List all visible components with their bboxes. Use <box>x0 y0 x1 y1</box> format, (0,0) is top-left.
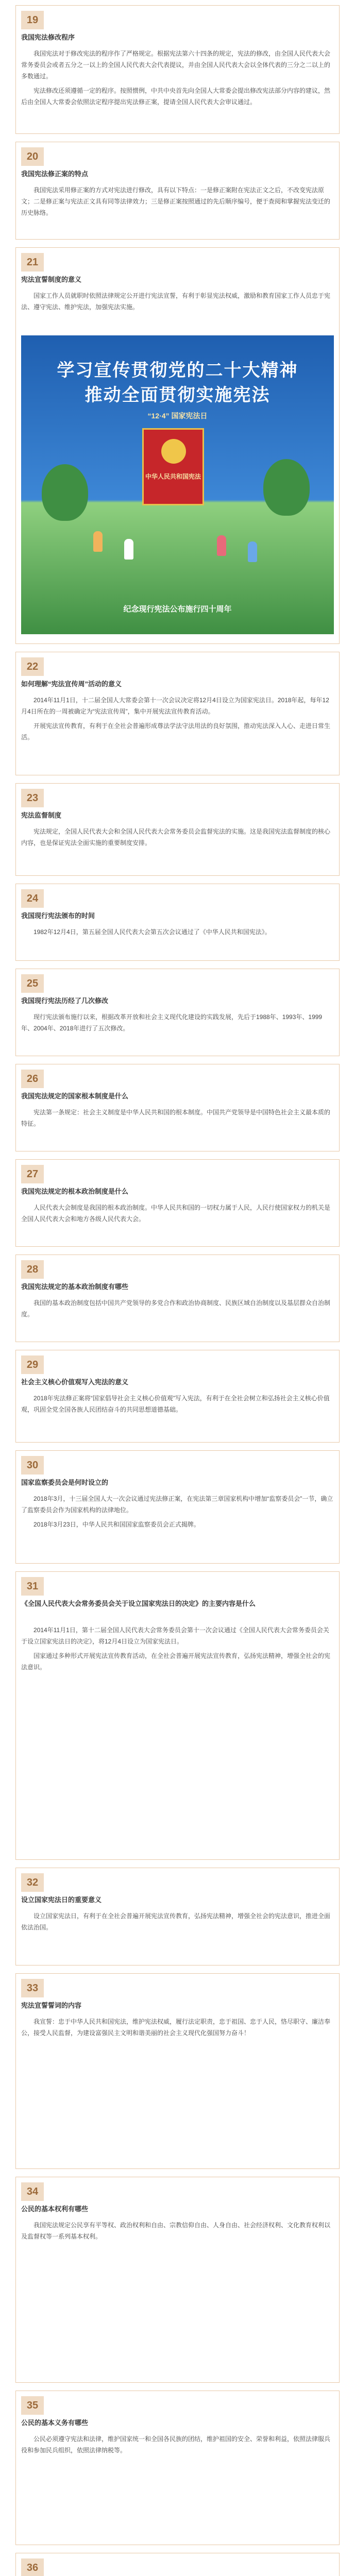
qa-card <box>15 2553 340 2576</box>
qa-answer <box>21 1624 334 1676</box>
answer-paragraph: 设立国家宪法日，有利于在全社会普遍开展宪法宣传教育，弘扬宪法精神，增强全社会的宪法意识，推进全面依法治国。 <box>21 1912 331 1931</box>
qa-question: 我国宪法修改程序 <box>21 33 75 41</box>
qa-answer <box>21 1297 334 1323</box>
person-icon <box>93 531 103 552</box>
qa-answer <box>21 1011 334 1037</box>
answer-paragraph: 开展宪法宣传教育，有利于在全社会普遍形成尊法学法守法用法的良好氛围，推动宪法深入人心、走进日常生活。 <box>21 722 331 741</box>
qa-question: 国家监察委员会是何时设立的 <box>21 1479 109 1486</box>
answer-paragraph: 宪法第一条规定：社会主义制度是中华人民共和国的根本制度。中国共产党领导是中国特色社会主义最本质的特征。 <box>21 1109 331 1127</box>
qa-question: 宪法监督制度 <box>21 811 62 819</box>
qa-answer <box>21 290 334 316</box>
qa-answer <box>21 1202 334 1228</box>
answer-paragraph: 2014年11月1日，十二届全国人大常委会第十一次会议决定将12月4日设立为国家宪法日。2018年起，每年12月4日所在的一周被确定为“宪法宣传周”，集中开展宪法宣传教育活动。 <box>21 697 329 715</box>
book-title: 中华人民共和国宪法 <box>145 473 201 480</box>
tree-icon <box>263 459 310 516</box>
qa-card <box>15 783 340 876</box>
answer-paragraph: 2018年宪法修正案将“国家倡导社会主义核心价值观”写入宪法，有利于在全社会树立和弘扬社会主义核心价值观，巩固全党全国各族人民团结奋斗的共同思想道德基础。 <box>21 1395 330 1413</box>
national-emblem-icon <box>161 439 186 464</box>
qa-answer <box>21 1393 334 1418</box>
qa-answer <box>21 1493 334 1533</box>
poster-image <box>21 335 334 634</box>
qa-number: 20 <box>21 147 44 166</box>
qa-question: 我国宪法规定的国家根本制度是什么 <box>21 1092 129 1100</box>
qa-number: 24 <box>21 889 44 908</box>
answer-paragraph: 2018年3月，十三届全国人大一次会议通过宪法修正案，在宪法第三章国家机构中增加“监察委员会”一节，确立了监察委员会作为国家机构的法律地位。 <box>21 1495 333 1514</box>
qa-card <box>15 2177 340 2383</box>
qa-card <box>15 5 340 134</box>
qa-question: 我国宪法修正案的特点 <box>21 170 89 178</box>
qa-number: 22 <box>21 657 44 676</box>
qa-question: 公民的基本权利有哪些 <box>21 2205 89 2213</box>
qa-number: 29 <box>21 1355 44 1374</box>
qa-answer <box>21 1910 334 1936</box>
qa-question: 我国宪法规定的基本政治制度有哪些 <box>21 1283 129 1291</box>
qa-card <box>15 969 340 1056</box>
person-icon <box>217 535 226 556</box>
constitution-book-icon <box>142 428 204 505</box>
qa-number: 19 <box>21 11 44 29</box>
qa-card <box>15 1350 340 1443</box>
poster-footer: 纪念现行宪法公布施行四十周年 <box>123 605 232 614</box>
qa-question: 宪法宣誓誓词的内容 <box>21 2002 82 2009</box>
tree-icon <box>42 464 88 521</box>
qa-card <box>15 247 340 644</box>
qa-number: 35 <box>21 2396 44 2415</box>
qa-card <box>15 1255 340 1342</box>
qa-question: 如何理解“宪法宣传周”活动的意义 <box>21 680 122 688</box>
qa-card <box>15 2391 340 2545</box>
qa-number: 25 <box>21 974 44 993</box>
qa-answer <box>21 2016 334 2042</box>
qa-card <box>15 1064 340 1151</box>
qa-card <box>15 1973 340 2169</box>
person-icon <box>124 539 133 560</box>
person-icon <box>248 541 257 562</box>
qa-number: 36 <box>21 2558 44 2576</box>
poster-headline: 推动全面贯彻实施宪法 <box>84 385 271 405</box>
qa-card <box>15 1868 340 1965</box>
poster-tag: “12·4” 国家宪法日 <box>147 412 208 420</box>
qa-number: 26 <box>21 1070 44 1088</box>
qa-card <box>15 1571 340 1860</box>
qa-answer <box>21 826 334 852</box>
answer-paragraph: 国家工作人员就职时依照法律规定公开进行宪法宣誓，有利于彰显宪法权威，激励和教育国家工作人员忠于宪法、遵守宪法、维护宪法，加强宪法实施。 <box>21 292 331 311</box>
qa-question: 《全国人民代表大会常务委员会关于设立国家宪法日的决定》的主要内容是什么 <box>21 1600 256 1607</box>
qa-answer <box>21 2433 334 2459</box>
qa-number: 23 <box>21 789 44 807</box>
qa-question: 我国现行宪法颁布的时间 <box>21 912 95 920</box>
qa-answer <box>21 48 334 111</box>
qa-number: 33 <box>21 1979 44 1997</box>
answer-paragraph: 国家通过多种形式开展宪法宣传教育活动，在全社会普遍开展宪法宣传教育，弘扬宪法精神，增强全社会的宪法意识。 <box>21 1652 331 1671</box>
qa-number: 34 <box>21 2182 44 2201</box>
qa-answer <box>21 694 334 746</box>
qa-card <box>15 652 340 775</box>
answer-paragraph: 我国宪法对于修改宪法的程序作了严格规定。根据宪法第六十四条的规定，宪法的修改，由全国人民代表大会常务委员会或者五分之一以上的全国人民代表大会代表提议，并由全国人民代表大会以全体代表的三分之二以上的多数通过。 <box>21 50 331 80</box>
answer-paragraph: 我国的基本政治制度包括中国共产党领导的多党合作和政治协商制度、民族区域自治制度以及基层群众自治制度。 <box>21 1299 331 1318</box>
qa-number: 31 <box>21 1577 44 1596</box>
qa-card <box>15 1450 340 1564</box>
qa-card <box>15 142 340 240</box>
answer-paragraph: 我宣誓：忠于中华人民共和国宪法，维护宪法权威，履行法定职责，忠于祖国、忠于人民，恪尽职守、廉洁奉公，接受人民监督，为建设富强民主文明和谐美丽的社会主义现代化强国努力奋斗！ <box>21 2018 331 2037</box>
qa-card <box>15 884 340 961</box>
answer-paragraph: 宪法规定，全国人民代表大会和全国人民代表大会常务委员会监督宪法的实施。这是我国宪法监督制度的核心内容，也是保证宪法全面实施的重要制度安排。 <box>21 828 331 846</box>
qa-answer <box>21 1107 334 1132</box>
answer-paragraph: 2014年11月1日，第十二届全国人民代表大会常务委员会第十一次会议通过《全国人民代表大会常务委员会关于设立国家宪法日的决定》，将12月4日设立为国家宪法日。 <box>21 1626 329 1645</box>
answer-paragraph: 2018年3月23日，中华人民共和国国家监察委员会正式揭牌。 <box>33 1521 200 1528</box>
qa-question: 社会主义核心价值观写入宪法的意义 <box>21 1378 129 1386</box>
qa-answer <box>21 2219 334 2245</box>
qa-number: 21 <box>21 253 44 272</box>
answer-paragraph: 人民代表大会制度是我国的根本政治制度。中华人民共和国的一切权力属于人民，人民行使国家权力的机关是全国人民代表大会和地方各级人民代表大会。 <box>21 1204 331 1223</box>
qa-question: 我国宪法规定的根本政治制度是什么 <box>21 1188 129 1195</box>
qa-answer <box>21 926 334 941</box>
qa-card <box>15 1159 340 1247</box>
answer-paragraph: 1982年12月4日，第五届全国人民代表大会第五次会议通过了《中华人民共和国宪法》。 <box>33 928 271 936</box>
qa-number: 27 <box>21 1165 44 1183</box>
qa-answer <box>21 184 334 222</box>
qa-number: 30 <box>21 1456 44 1475</box>
answer-paragraph: 我国宪法采用修正案的方式对宪法进行修改，具有以下特点：一是修正案附在宪法正文之后，不改变宪法原文；二是修正案与宪法正文具有同等法律效力；三是修正案按照通过的先后顺序编号，便于查阅和掌握宪法变迁的历史脉络。 <box>21 187 331 216</box>
answer-paragraph: 我国宪法规定公民享有平等权、政治权利和自由、宗教信仰自由、人身自由、社会经济权利、文化教育权利以及监督权等一系列基本权利。 <box>21 2222 331 2240</box>
qa-question: 宪法宣誓制度的意义 <box>21 276 82 283</box>
answer-paragraph: 公民必须遵守宪法和法律，维护国家统一和全国各民族的团结，维护祖国的安全、荣誉和利益，依照法律服兵役和参加民兵组织，依照法律纳税等。 <box>21 2435 331 2454</box>
qa-number: 28 <box>21 1260 44 1279</box>
qa-question: 公民的基本义务有哪些 <box>21 2419 89 2427</box>
qa-number: 32 <box>21 1873 44 1892</box>
qa-question: 我国现行宪法历经了几次修改 <box>21 997 109 1005</box>
qa-question: 设立国家宪法日的重要意义 <box>21 1896 102 1904</box>
poster-headline: 学习宣传贯彻党的二十大精神 <box>57 361 298 380</box>
answer-paragraph: 现行宪法颁布施行以来，根据改革开放和社会主义现代化建设的实践发展，先后于1988年、1993年、1999年、2004年、2018年进行了五次修改。 <box>21 1013 323 1032</box>
answer-paragraph: 宪法修改还须遵循一定的程序。按照惯例，中共中央首先向全国人大常委会提出修改宪法部分内容的建议，然后由全国人大常委会依照法定程序提出宪法修正案，提请全国人民代表大会审议通过。 <box>21 87 331 106</box>
